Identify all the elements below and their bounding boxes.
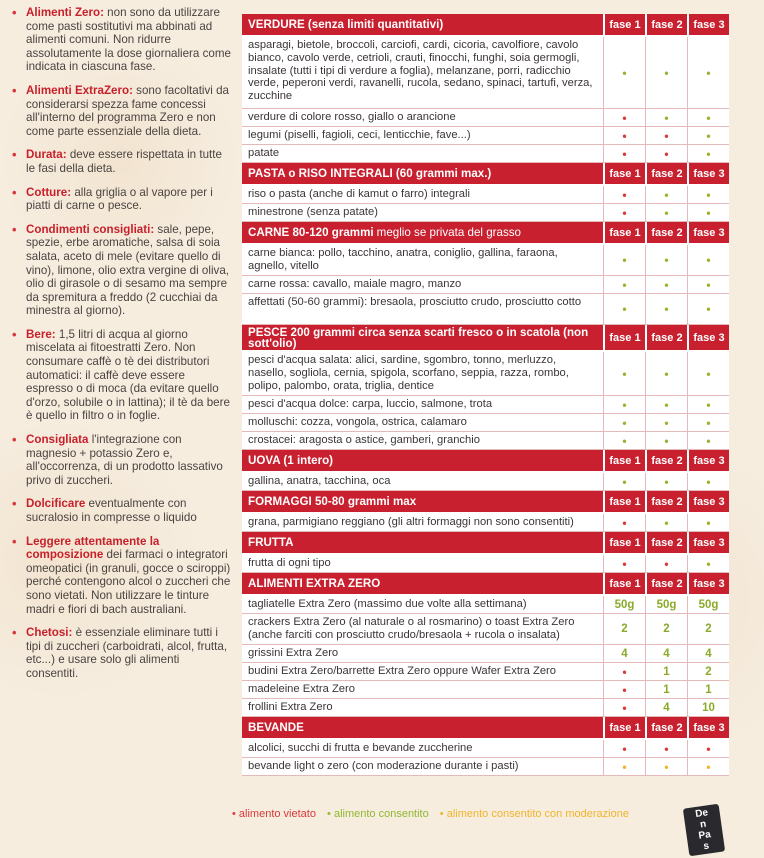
phase-cell-1 xyxy=(603,740,645,757)
quantity-value: 4 xyxy=(705,647,712,660)
phase-header-3: fase 3 xyxy=(687,573,729,594)
guideline-text: deve essere rispettata in tutte le fasi della dieta. xyxy=(26,148,222,175)
phase-cell-1 xyxy=(603,555,645,572)
guideline-text: sale, pepe, spezie, erbe aromatiche, salsa di soia salata, aceto di mele (evitare quello di vino), limone, olio extra vergine di oliva, olio di girasole o di sesamo ma sempre da spremitura a freddo (2 cucchiai da minestra al giorno). xyxy=(26,222,229,318)
quantity-value: 4 xyxy=(663,647,670,660)
forbidden-dot-icon: • xyxy=(622,556,627,571)
guideline-item xyxy=(10,186,232,213)
quantity-value: 2 xyxy=(705,623,712,635)
section-header xyxy=(242,450,729,473)
allowed-dot-icon: • xyxy=(706,556,711,571)
section-note: meglio se privata del grasso xyxy=(376,226,522,239)
forbidden-dot-icon: • xyxy=(622,128,627,143)
phase-cell-2 xyxy=(645,276,687,293)
phase-header-2: fase 2 xyxy=(645,532,687,553)
phase-cell-3 xyxy=(687,758,729,775)
section-header xyxy=(242,532,729,555)
phase-quantity-1 xyxy=(603,596,645,613)
phase-header-1: fase 1 xyxy=(603,573,645,594)
phase-cell-1 xyxy=(603,432,645,449)
guideline-item xyxy=(10,328,232,423)
phase-cell-1 xyxy=(603,204,645,221)
phase-header-2: fase 2 xyxy=(645,163,687,184)
allowed-dot-icon: • xyxy=(664,302,669,316)
phase-cell-2 xyxy=(645,514,687,531)
table-row xyxy=(242,145,729,163)
phase-header-2: fase 2 xyxy=(645,717,687,738)
guideline-text: sono facoltativi da considerarsi spezza fame concessi all'interno del programma Zero e non come parte essenziale della dieta. xyxy=(26,83,229,138)
food-description: affettati (50-60 grammi): bresaola, prosciutto crudo, prosciutto cotto xyxy=(248,296,582,308)
phase-cell-2 xyxy=(645,396,687,413)
moderation-dot-icon: • xyxy=(706,759,711,774)
forbidden-dot-icon: • xyxy=(664,128,669,143)
table-row xyxy=(242,186,729,204)
section-title xyxy=(242,222,603,243)
allowed-dot-icon: • xyxy=(622,397,627,412)
guideline-item xyxy=(10,626,232,680)
guideline-heading: Dolcificare xyxy=(26,497,86,511)
moderation-dot-icon: • xyxy=(664,759,669,774)
table-row xyxy=(242,294,729,325)
phase-cell-3 xyxy=(687,37,729,108)
food-description: carne rossa: cavallo, maiale magro, manzo xyxy=(248,278,462,290)
table-row xyxy=(242,396,729,414)
phase-cell-3 xyxy=(687,414,729,431)
section-header xyxy=(242,491,729,514)
section-title xyxy=(242,573,603,594)
phase-quantity-2 xyxy=(645,663,687,680)
forbidden-dot-icon: • xyxy=(622,187,627,202)
phase-cell-3 xyxy=(687,294,729,324)
quantity-value: 10 xyxy=(702,701,715,714)
forbidden-dot-icon: • xyxy=(622,515,627,530)
food-description: riso o pasta (anche di kamut o farro) integrali xyxy=(248,188,470,200)
allowed-dot-icon: • xyxy=(664,366,669,381)
allowed-dot-icon: • xyxy=(664,474,669,489)
phase-header-2: fase 2 xyxy=(645,450,687,471)
phase-header-3: fase 3 xyxy=(687,532,729,553)
forbidden-dot-icon: • xyxy=(622,741,627,756)
quantity-value: 50g xyxy=(614,598,635,611)
legend-moderation: • alimento consentito con moderazione xyxy=(439,808,629,820)
guideline-text: 1,5 litri di acqua al giorno miscelata ai fitoestratti Zero. Non consumare caffè o tè dei distributori automatici: il caffè deve essere espresso o di moca (da evitare quello d'orzo, solubile o in lattina); il tè da bere è quello in filtro o in foglie. xyxy=(26,327,230,423)
phase-quantity-2 xyxy=(645,681,687,698)
guideline-item xyxy=(10,223,232,318)
allowed-dot-icon: • xyxy=(622,415,627,430)
phase-cell-2 xyxy=(645,294,687,324)
food-description: bevande light o zero (con moderazione durante i pasti) xyxy=(248,760,519,772)
phase-quantity-3 xyxy=(687,596,729,613)
allowed-dot-icon: • xyxy=(622,474,627,489)
forbidden-dot-icon: • xyxy=(706,741,711,756)
quantity-value: 2 xyxy=(705,665,712,678)
table-row xyxy=(242,352,729,396)
allowed-dot-icon: • xyxy=(664,397,669,412)
table-row xyxy=(242,681,729,699)
phase-cell-2 xyxy=(645,432,687,449)
forbidden-dot-icon: • xyxy=(622,110,627,125)
phase-quantity-3 xyxy=(687,614,729,644)
section-title xyxy=(242,491,603,512)
phase-header-3: fase 3 xyxy=(687,450,729,471)
phase-header-3: fase 3 xyxy=(687,222,729,243)
allowed-dot-icon: • xyxy=(664,65,669,80)
phase-cell-3 xyxy=(687,145,729,162)
allowed-dot-icon: • xyxy=(622,65,627,80)
phase-quantity-1 xyxy=(603,614,645,644)
phase-cell-2 xyxy=(645,740,687,757)
allowed-dot-icon: • xyxy=(706,302,711,316)
section-header xyxy=(242,163,729,186)
quantity-value: 50g xyxy=(656,598,677,611)
phase-quantity-2 xyxy=(645,645,687,662)
guideline-text: l'integrazione con magnesio + potassio Zero e, all'occorrenza, di un prodotto lassativo privo di zuccheri. xyxy=(26,433,223,487)
food-description: minestrone (senza patate) xyxy=(248,206,378,218)
forbidden-dot-icon: • xyxy=(664,556,669,571)
table-row xyxy=(242,204,729,222)
phase-cell-1 xyxy=(603,663,645,680)
phase-cell-3 xyxy=(687,740,729,757)
quantity-value: 1 xyxy=(705,683,712,696)
phase-header-3: fase 3 xyxy=(687,325,729,350)
section-title xyxy=(242,163,603,184)
food-description: legumi (piselli, fagioli, ceci, lenticchie, fave...) xyxy=(248,129,471,141)
phase-header-3: fase 3 xyxy=(687,717,729,738)
phase-cell-2 xyxy=(645,127,687,144)
moderation-dot-icon: • xyxy=(622,759,627,774)
table-row xyxy=(242,663,729,681)
allowed-dot-icon: • xyxy=(706,433,711,448)
food-description: grana, parmigiano reggiano (gli altri formaggi non sono consentiti) xyxy=(248,516,574,528)
phase-quantity-3 xyxy=(687,663,729,680)
allowed-dot-icon: • xyxy=(664,433,669,448)
section-title-text: CARNE 80-120 grammi xyxy=(248,226,374,239)
phase-header-2: fase 2 xyxy=(645,222,687,243)
phase-cell-1 xyxy=(603,514,645,531)
section-title-text: FORMAGGI 50-80 grammi max xyxy=(248,495,417,508)
food-description: tagliatelle Extra Zero (massimo due volte alla settimana) xyxy=(248,598,527,610)
forbidden-dot-icon: • xyxy=(664,146,669,161)
table-row xyxy=(242,699,729,717)
guideline-heading: Alimenti ExtraZero: xyxy=(26,83,133,97)
food-description: asparagi, bietole, broccoli, carciofi, cardi, cicoria, cavolfiore, cavolo bianco, cavolo verde, cetrioli, crauti, finocchi, funghi, soia germogli, insalate (tutti i tipi di verdure a foglia), melanzane, porri, radicchio verde, peperoni verdi, ravanelli, rucola, sedano, spinaci, tartufi, verza, zucchine xyxy=(248,39,593,103)
table-row xyxy=(242,555,729,573)
phase-cell-3 xyxy=(687,514,729,531)
phase-cell-2 xyxy=(645,109,687,126)
guideline-heading: Alimenti Zero: xyxy=(26,6,104,19)
table-row xyxy=(242,414,729,432)
phase-quantity-3 xyxy=(687,645,729,662)
allowed-dot-icon: • xyxy=(706,253,711,267)
allowed-dot-icon: • xyxy=(622,302,627,316)
allowed-dot-icon: • xyxy=(706,474,711,489)
guideline-heading: Leggere attentamente la composizione xyxy=(26,534,160,562)
phase-header-3: fase 3 xyxy=(687,491,729,512)
section-title xyxy=(242,450,603,471)
food-description: verdure di colore rosso, giallo o arancione xyxy=(248,111,456,123)
guideline-item xyxy=(10,535,232,617)
food-description: frutta di ogni tipo xyxy=(248,557,331,569)
food-description: crackers Extra Zero (al naturale o al rosmarino) o toast Extra Zero (anche farciti con prosciutto crudo/bresaola + rucola o insalata) xyxy=(248,616,575,641)
table-row xyxy=(242,127,729,145)
phase-cell-3 xyxy=(687,352,729,395)
allowed-dot-icon: • xyxy=(664,253,669,267)
phase-header-3: fase 3 xyxy=(687,14,729,35)
guideline-heading: Durata: xyxy=(26,148,67,162)
phase-header-1: fase 1 xyxy=(603,14,645,35)
food-description: gallina, anatra, tacchina, oca xyxy=(248,475,391,487)
section-title-text: BEVANDE xyxy=(248,721,304,734)
guideline-item xyxy=(10,433,232,487)
phase-cell-2 xyxy=(645,186,687,203)
allowed-dot-icon: • xyxy=(706,128,711,143)
phase-cell-3 xyxy=(687,127,729,144)
forbidden-dot-icon: • xyxy=(622,700,627,715)
quantity-value: 1 xyxy=(663,683,670,696)
phase-cell-2 xyxy=(645,758,687,775)
guideline-heading: Bere: xyxy=(26,327,56,341)
phase-cell-1 xyxy=(603,396,645,413)
phase-header-1: fase 1 xyxy=(603,450,645,471)
allowed-dot-icon: • xyxy=(706,205,711,220)
phase-cell-2 xyxy=(645,473,687,490)
allowed-dot-icon: • xyxy=(706,187,711,202)
food-phase-table xyxy=(242,14,729,776)
food-description: alcolici, succhi di frutta e bevande zuccherine xyxy=(248,742,473,754)
section-title-text: VERDURE (senza limiti quantitativi) xyxy=(248,18,444,31)
phase-cell-1 xyxy=(603,127,645,144)
allowed-dot-icon: • xyxy=(706,397,711,412)
phase-cell-3 xyxy=(687,245,729,275)
phase-quantity-2 xyxy=(645,596,687,613)
quantity-value: 50g xyxy=(698,598,719,611)
phase-header-1: fase 1 xyxy=(603,325,645,350)
guideline-text: eventualmente con sucralosio in compresse o liquido xyxy=(26,497,197,524)
guidelines-sidebar xyxy=(10,6,232,691)
allowed-dot-icon: • xyxy=(706,110,711,125)
guideline-heading: Chetosi: xyxy=(26,626,73,640)
section-title xyxy=(242,14,603,35)
phase-header-2: fase 2 xyxy=(645,573,687,594)
forbidden-dot-icon: • xyxy=(622,205,627,220)
forbidden-dot-icon: • xyxy=(664,741,669,756)
allowed-dot-icon: • xyxy=(664,415,669,430)
quantity-value: 2 xyxy=(621,623,628,635)
phase-header-1: fase 1 xyxy=(603,222,645,243)
brand-logo: De n Pa s xyxy=(683,804,725,857)
forbidden-dot-icon: • xyxy=(622,682,627,697)
food-description: frollini Extra Zero xyxy=(248,701,333,713)
legend-forbidden: • alimento vietato xyxy=(232,808,316,820)
phase-cell-1 xyxy=(603,473,645,490)
table-row xyxy=(242,645,729,663)
forbidden-dot-icon: • xyxy=(622,664,627,679)
allowed-dot-icon: • xyxy=(622,433,627,448)
food-description: crostacei: aragosta o astice, gamberi, granchio xyxy=(248,434,480,446)
phase-header-2: fase 2 xyxy=(645,325,687,350)
allowed-dot-icon: • xyxy=(664,205,669,220)
allowed-dot-icon: • xyxy=(706,415,711,430)
food-description: molluschi: cozza, vongola, ostrica, calamaro xyxy=(248,416,467,428)
legend xyxy=(232,808,637,820)
guideline-item xyxy=(10,6,232,74)
phase-cell-1 xyxy=(603,245,645,275)
phase-cell-1 xyxy=(603,109,645,126)
table-row xyxy=(242,37,729,109)
phase-header-1: fase 1 xyxy=(603,717,645,738)
phase-cell-1 xyxy=(603,145,645,162)
phase-cell-1 xyxy=(603,294,645,324)
guideline-item xyxy=(10,497,232,524)
phase-cell-3 xyxy=(687,109,729,126)
phase-cell-1 xyxy=(603,186,645,203)
allowed-dot-icon: • xyxy=(706,366,711,381)
allowed-dot-icon: • xyxy=(664,515,669,530)
phase-quantity-2 xyxy=(645,614,687,644)
allowed-dot-icon: • xyxy=(664,110,669,125)
section-header xyxy=(242,325,729,352)
table-row xyxy=(242,245,729,276)
legend-allowed: • alimento consentito xyxy=(327,808,429,820)
food-description: pesci d'acqua dolce: carpa, luccio, salmone, trota xyxy=(248,398,493,410)
phase-cell-2 xyxy=(645,352,687,395)
phase-cell-1 xyxy=(603,414,645,431)
phase-cell-3 xyxy=(687,204,729,221)
phase-header-1: fase 1 xyxy=(603,491,645,512)
phase-quantity-3 xyxy=(687,699,729,716)
section-header xyxy=(242,573,729,596)
phase-quantity-1 xyxy=(603,645,645,662)
food-description: patate xyxy=(248,147,280,159)
food-description: pesci d'acqua salata: alici, sardine, sgombro, tonno, merluzzo, nasello, sogliola, cernia, spigola, scorfano, seppia, razza, rombo, polipo, palombo, orata, triglia, dentice xyxy=(248,354,569,392)
guideline-heading: Condimenti consigliati: xyxy=(26,222,155,236)
food-description: grissini Extra Zero xyxy=(248,647,339,659)
section-title xyxy=(242,717,603,738)
phase-header-2: fase 2 xyxy=(645,14,687,35)
food-description: carne bianca: pollo, tacchino, anatra, coniglio, gallina, faraona, agnello, vitello xyxy=(248,247,558,272)
allowed-dot-icon: • xyxy=(706,65,711,80)
section-title-text: UOVA (1 intero) xyxy=(248,454,334,467)
allowed-dot-icon: • xyxy=(706,146,711,161)
allowed-dot-icon: • xyxy=(706,515,711,530)
guideline-heading: Cotture: xyxy=(26,185,72,199)
guideline-heading: Consigliata xyxy=(26,433,89,447)
section-title xyxy=(242,325,603,350)
phase-cell-1 xyxy=(603,276,645,293)
table-row xyxy=(242,473,729,491)
phase-header-2: fase 2 xyxy=(645,491,687,512)
guideline-item xyxy=(10,148,232,175)
section-header xyxy=(242,717,729,740)
phase-cell-3 xyxy=(687,276,729,293)
section-title-text: PESCE 200 grammi circa senza scarti fresco o in scatola (non sott'olio) xyxy=(248,325,589,350)
phase-cell-1 xyxy=(603,758,645,775)
table-row xyxy=(242,758,729,776)
allowed-dot-icon: • xyxy=(622,277,627,292)
section-title-text: FRUTTA xyxy=(248,536,294,549)
phase-cell-3 xyxy=(687,186,729,203)
quantity-value: 4 xyxy=(663,701,670,714)
table-row xyxy=(242,432,729,450)
guideline-text: non sono da utilizzare come pasti sostitutivi ma abbinati ad alimenti comuni. Non ridurre assolutamente la dose giornaliera come indicata in ciascuna fase. xyxy=(26,6,231,74)
phase-quantity-2 xyxy=(645,699,687,716)
allowed-dot-icon: • xyxy=(664,277,669,292)
phase-cell-2 xyxy=(645,145,687,162)
phase-cell-3 xyxy=(687,432,729,449)
food-description: budini Extra Zero/barrette Extra Zero oppure Wafer Extra Zero xyxy=(248,665,556,677)
forbidden-dot-icon: • xyxy=(622,146,627,161)
section-title xyxy=(242,532,603,553)
phase-cell-1 xyxy=(603,699,645,716)
allowed-dot-icon: • xyxy=(622,366,627,381)
phase-cell-2 xyxy=(645,204,687,221)
guideline-text: è essenziale eliminare tutti i tipi di zuccheri (carboidrati, alcol, frutta, etc...) e usare solo gli alimenti consentiti. xyxy=(26,626,228,680)
guideline-text: dei farmaci o integratori omeopatici (in granuli, gocce o sciroppi) perché contengono alcol o zuccheri che sono vietati. Non utilizzare le tinture madri e fiori di bach australiani. xyxy=(26,548,231,616)
phase-header-3: fase 3 xyxy=(687,163,729,184)
food-description: madeleine Extra Zero xyxy=(248,683,355,695)
phase-cell-2 xyxy=(645,414,687,431)
allowed-dot-icon: • xyxy=(664,187,669,202)
phase-cell-2 xyxy=(645,555,687,572)
guideline-text: alla griglia o al vapore per i piatti di carne o pesce. xyxy=(26,185,213,213)
allowed-dot-icon: • xyxy=(622,253,627,267)
table-row xyxy=(242,596,729,614)
phase-cell-3 xyxy=(687,473,729,490)
table-row xyxy=(242,614,729,645)
section-title-text: ALIMENTI EXTRA ZERO xyxy=(248,577,381,590)
phase-cell-3 xyxy=(687,396,729,413)
phase-cell-3 xyxy=(687,555,729,572)
phase-cell-1 xyxy=(603,681,645,698)
phase-header-1: fase 1 xyxy=(603,532,645,553)
section-title-text: PASTA o RISO INTEGRALI (60 grammi max.) xyxy=(248,167,492,180)
phase-cell-1 xyxy=(603,37,645,108)
quantity-value: 1 xyxy=(663,665,670,678)
section-header xyxy=(242,222,729,245)
phase-cell-2 xyxy=(645,37,687,108)
quantity-value: 2 xyxy=(663,623,670,635)
phase-cell-2 xyxy=(645,245,687,275)
phase-quantity-3 xyxy=(687,681,729,698)
quantity-value: 4 xyxy=(621,647,628,660)
guideline-item xyxy=(10,84,232,138)
phase-cell-1 xyxy=(603,352,645,395)
allowed-dot-icon: • xyxy=(706,277,711,292)
section-header xyxy=(242,14,729,37)
table-row xyxy=(242,109,729,127)
table-row xyxy=(242,276,729,294)
phase-header-1: fase 1 xyxy=(603,163,645,184)
table-row xyxy=(242,514,729,532)
table-row xyxy=(242,740,729,758)
